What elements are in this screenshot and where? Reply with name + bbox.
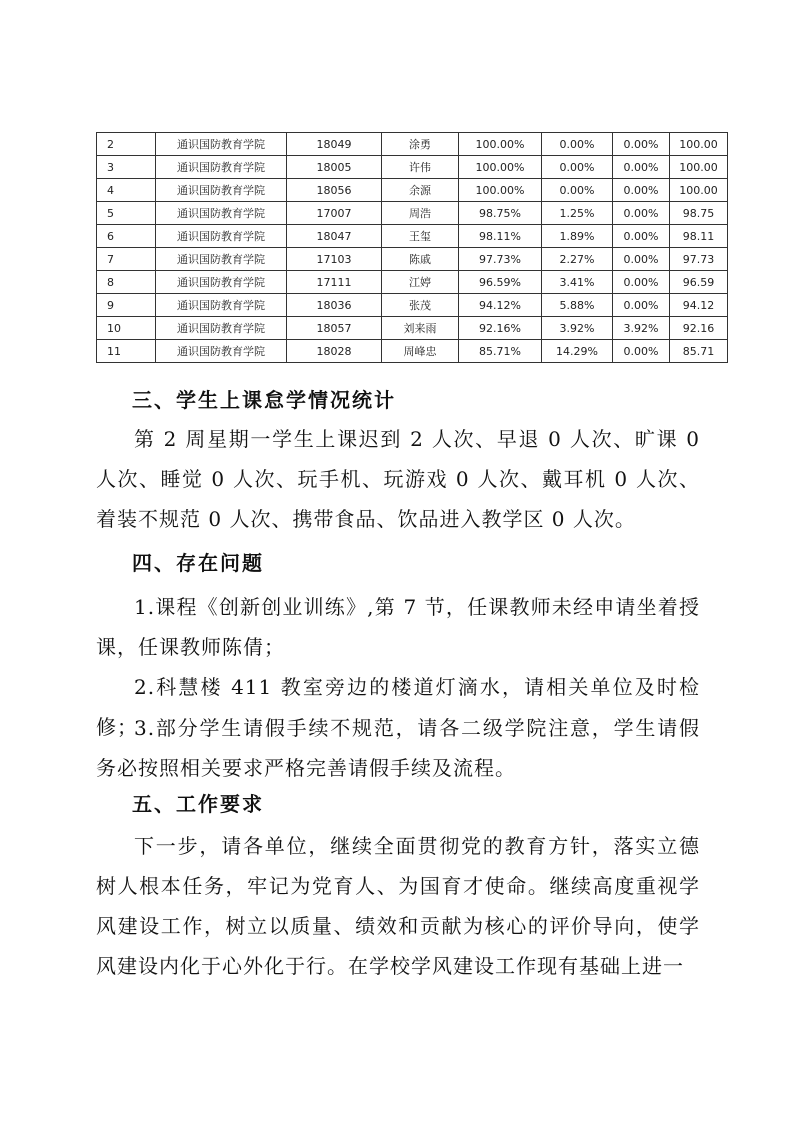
section-5-paragraph: 下一步，请各单位，继续全面贯彻党的教育方针，落实立德树人根本任务，牢记为党育人、为国育才使命。继续高度重视学风建设工作，树立以质量、绩效和贡献为核心的评价导向，使学风建设内化于心外化于行。在学校学风建设工作现有基础上进一 (96, 834, 700, 978)
table-cell: 0.00% (613, 340, 670, 363)
table-cell: 4 (97, 179, 156, 202)
table-cell: 18047 (287, 225, 382, 248)
table-cell: 18057 (287, 317, 382, 340)
section-3-paragraph: 第 2 周星期一学生上课迟到 2 人次、早退 0 人次、旷课 0 人次、睡觉 0 人次、玩手机、玩游戏 0 人次、戴耳机 0 人次、着装不规范 0 人次、携带食品、饮品进入教学区 0 人次。 (96, 427, 700, 531)
table-cell: 0.00% (613, 133, 670, 156)
table-cell: 江婷 (382, 271, 459, 294)
table-cell: 通识国防教育学院 (156, 202, 287, 225)
table-cell: 100.00 (670, 133, 728, 156)
table-cell: 18049 (287, 133, 382, 156)
table-cell: 100.00% (459, 133, 542, 156)
table-cell: 0.00% (542, 156, 613, 179)
table-cell: 94.12 (670, 294, 728, 317)
table-cell: 通识国防教育学院 (156, 133, 287, 156)
table-cell: 0.00% (613, 248, 670, 271)
table-cell: 2.27% (542, 248, 613, 271)
table-cell: 涂勇 (382, 133, 459, 156)
table-cell: 3.92% (542, 317, 613, 340)
table-cell: 17103 (287, 248, 382, 271)
table-cell: 100.00% (459, 156, 542, 179)
table-row (97, 294, 728, 317)
table-cell: 94.12% (459, 294, 542, 317)
table-cell: 85.71 (670, 340, 728, 363)
table-cell: 18005 (287, 156, 382, 179)
table-cell: 5.88% (542, 294, 613, 317)
table-cell: 0.00% (542, 133, 613, 156)
table-cell: 余源 (382, 179, 459, 202)
problem-item-3: 3.部分学生请假手续不规范，请各二级学院注意，学生请假务必按照相关要求严格完善请假手续及流程。 (96, 716, 700, 780)
table-cell: 通识国防教育学院 (156, 225, 287, 248)
table-cell: 17007 (287, 202, 382, 225)
table-cell: 97.73 (670, 248, 728, 271)
table-cell: 18056 (287, 179, 382, 202)
table-cell: 11 (97, 340, 156, 363)
table-cell: 刘来雨 (382, 317, 459, 340)
table-cell: 6 (97, 225, 156, 248)
table-cell: 通识国防教育学院 (156, 271, 287, 294)
table-cell: 0.00% (613, 156, 670, 179)
table-cell: 1.25% (542, 202, 613, 225)
table-cell: 3.92% (613, 317, 670, 340)
table-cell: 10 (97, 317, 156, 340)
table-cell: 100.00 (670, 156, 728, 179)
table-cell: 通识国防教育学院 (156, 248, 287, 271)
table-row (97, 156, 728, 179)
table-row (97, 179, 728, 202)
table-cell: 0.00% (613, 271, 670, 294)
table-cell: 通识国防教育学院 (156, 156, 287, 179)
table-cell: 0.00% (613, 225, 670, 248)
table-cell: 92.16 (670, 317, 728, 340)
table-cell: 周峰忠 (382, 340, 459, 363)
table-cell: 18028 (287, 340, 382, 363)
table-cell: 3.41% (542, 271, 613, 294)
table-cell: 100.00% (459, 179, 542, 202)
table-cell: 许伟 (382, 156, 459, 179)
table-cell: 张茂 (382, 294, 459, 317)
table-cell: 96.59 (670, 271, 728, 294)
section-4-heading: 四、存在问题 (132, 551, 264, 575)
table-cell: 0.00% (613, 294, 670, 317)
table-row (97, 202, 728, 225)
table-cell: 92.16% (459, 317, 542, 340)
table-cell: 通识国防教育学院 (156, 317, 287, 340)
table-cell: 18036 (287, 294, 382, 317)
table-row (97, 133, 728, 156)
table-cell: 3 (97, 156, 156, 179)
attendance-table-body (97, 133, 728, 363)
table-cell: 1.89% (542, 225, 613, 248)
table-cell: 7 (97, 248, 156, 271)
table-cell: 通识国防教育学院 (156, 340, 287, 363)
section-5-heading: 五、工作要求 (132, 792, 264, 816)
table-cell: 通识国防教育学院 (156, 179, 287, 202)
section-3-heading: 三、学生上课怠学情况统计 (132, 388, 396, 412)
attendance-table (96, 132, 728, 363)
table-cell: 0.00% (613, 179, 670, 202)
table-cell: 17111 (287, 271, 382, 294)
table-cell: 0.00% (613, 202, 670, 225)
table-cell: 100.00 (670, 179, 728, 202)
table-row (97, 225, 728, 248)
problem-item-2: 2.科慧楼 411 教室旁边的楼道灯滴水，请相关单位及时检修； (96, 675, 700, 739)
table-cell: 98.11 (670, 225, 728, 248)
table-row (97, 248, 728, 271)
table-row (97, 340, 728, 363)
table-cell: 8 (97, 271, 156, 294)
table-cell: 96.59% (459, 271, 542, 294)
table-cell: 陈戚 (382, 248, 459, 271)
table-cell: 98.75% (459, 202, 542, 225)
table-cell: 0.00% (542, 179, 613, 202)
table-cell: 2 (97, 133, 156, 156)
table-cell: 通识国防教育学院 (156, 294, 287, 317)
table-cell: 9 (97, 294, 156, 317)
table-cell: 周浩 (382, 202, 459, 225)
table-cell: 98.11% (459, 225, 542, 248)
table-cell: 王玺 (382, 225, 459, 248)
table-row (97, 317, 728, 340)
table-cell: 85.71% (459, 340, 542, 363)
table-row (97, 271, 728, 294)
table-cell: 5 (97, 202, 156, 225)
table-cell: 14.29% (542, 340, 613, 363)
table-cell: 97.73% (459, 248, 542, 271)
problem-item-1: 1.课程《创新创业训练》,第 7 节，任课教师未经申请坐着授课，任课教师陈倩； (96, 595, 700, 659)
table-cell: 98.75 (670, 202, 728, 225)
